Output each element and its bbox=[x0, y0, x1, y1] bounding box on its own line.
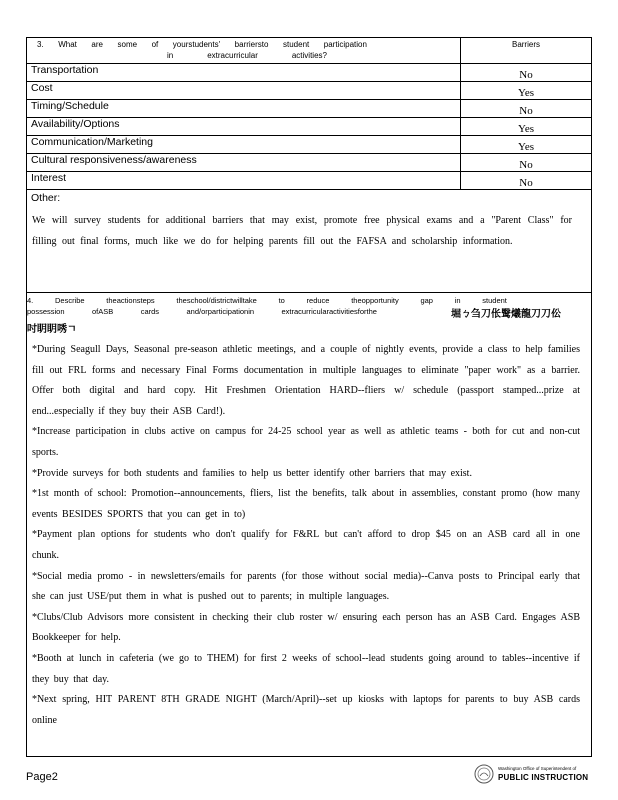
barrier-value: No bbox=[519, 159, 533, 171]
barrier-value: No bbox=[519, 69, 533, 81]
answer-paragraph: *Payment plan options for students who don't qualify for F&RL but can't afford to drop $45 on an ASB card all in one chunk. bbox=[32, 529, 580, 561]
other-text: We will survey students for additional barriers that may exist, promote free physical exams and a "Parent Class" for filling out final forms, much like we do for helping parents fill out the FAFSA and scholarship information. bbox=[32, 215, 572, 247]
question-4-line-2 bbox=[27, 307, 377, 316]
page-number: Page2 bbox=[26, 771, 58, 783]
barrier-label: Cost bbox=[27, 82, 461, 99]
barrier-label: Availability/Options bbox=[27, 118, 461, 135]
barrier-label: Transportation bbox=[27, 64, 461, 81]
barrier-label: Communication/Marketing bbox=[27, 136, 461, 153]
prompt-word: of bbox=[151, 40, 159, 49]
prompt-word: in bbox=[454, 296, 461, 305]
prompt-word: and/orparticipationin bbox=[186, 307, 255, 316]
org-name: PUBLIC INSTRUCTION bbox=[498, 773, 589, 782]
prompt-word: are bbox=[91, 40, 103, 49]
prompt-word: yourstudents' bbox=[172, 40, 221, 49]
answer-paragraph: *Social media promo - in newsletters/emails for parents (for those without social media)--Canva posts to Principal early that she can just USE/put them in what is pushed out to parents; in multiple languages. bbox=[32, 570, 580, 603]
question-4-garbled-text-2: 吋眀眀唀ㄱ bbox=[27, 324, 77, 335]
prompt-word: theactionsteps bbox=[106, 296, 155, 305]
barrier-value: No bbox=[519, 177, 533, 189]
prompt-word: some bbox=[117, 40, 138, 49]
prompt-word: extracurricularactivitiesforthe bbox=[281, 307, 377, 316]
prompt-word: barriersto bbox=[234, 40, 269, 49]
answer-paragraph: *Increase participation in clubs active on campus for 24-25 school year as well as athletic teams - both for cut and non-cut sports. bbox=[32, 426, 580, 458]
prompt-word: activities? bbox=[291, 51, 327, 60]
question-4-line-1 bbox=[27, 296, 507, 305]
prompt-word: cards bbox=[140, 307, 160, 316]
answer-paragraph: *Next spring, HIT PARENT 8TH GRADE NIGHT (March/April)--set up kiosks with laptops for parents to buy ASB cards online bbox=[32, 694, 580, 726]
prompt-word: possession bbox=[27, 307, 65, 316]
answer-paragraph: *Provide surveys for both students and families to help us better identify other barriers that may exist. bbox=[32, 467, 472, 479]
barrier-value: Yes bbox=[517, 141, 534, 153]
answer-paragraph: *Clubs/Club Advisors more consistent in checking their club roster w/ ensuring each person has an ASB Card. Engages ASB Bookkeeper for help. bbox=[32, 611, 580, 644]
org-line: Washington Office of Superintendent of bbox=[498, 766, 577, 771]
barrier-row bbox=[27, 100, 591, 118]
barriers-table bbox=[26, 37, 592, 293]
barrier-label: Interest bbox=[27, 172, 461, 189]
other-barriers-section bbox=[27, 190, 591, 292]
barrier-value: Yes bbox=[517, 87, 534, 99]
barrier-row bbox=[27, 136, 591, 154]
prompt-word: extracurricular bbox=[207, 51, 258, 60]
prompt-word: Describe bbox=[54, 296, 85, 305]
prompt-word: 3. bbox=[37, 40, 44, 49]
barrier-label: Timing/Schedule bbox=[27, 100, 461, 117]
question-4-answer bbox=[32, 340, 580, 731]
barrier-row bbox=[27, 64, 591, 82]
ospi-logo bbox=[474, 763, 594, 787]
prompt-word: ofASB bbox=[91, 307, 114, 316]
prompt-word: theschool/districtwilltake bbox=[176, 296, 257, 305]
question-3-prompt bbox=[27, 38, 461, 63]
barrier-row bbox=[27, 154, 591, 172]
prompt-word: reduce bbox=[306, 296, 330, 305]
question-3-line-2 bbox=[167, 51, 327, 60]
question-4-prompt bbox=[27, 296, 591, 335]
barrier-row bbox=[27, 118, 591, 136]
barrier-label: Cultural responsiveness/awareness bbox=[27, 154, 461, 171]
prompt-word: gap bbox=[420, 296, 433, 305]
barriers-column-header: Barriers bbox=[511, 40, 540, 49]
barrier-row bbox=[27, 172, 591, 190]
question-4-section bbox=[26, 293, 592, 757]
prompt-word: 4. bbox=[27, 296, 34, 305]
barrier-value: No bbox=[519, 105, 533, 117]
answer-paragraph: *Booth at lunch in cafeteria (we go to THEM) for first 2 weeks of school--lead students going around to tables--incentive if they buy that day. bbox=[32, 652, 580, 685]
prompt-word: to bbox=[278, 296, 285, 305]
question-4-garbled-text: 堀ㄅ刍刀伥鹥爔龍刀刀伀 bbox=[451, 309, 561, 320]
prompt-word: student bbox=[482, 296, 507, 305]
barrier-row bbox=[27, 82, 591, 100]
question-3-line-1 bbox=[37, 40, 367, 49]
ospi-seal-icon bbox=[474, 764, 494, 784]
other-label: Other: bbox=[31, 192, 61, 204]
prompt-word: theopportunity bbox=[351, 296, 399, 305]
answer-paragraph: *1st month of school: Promotion--announcements, fliers, list the benefits, talk about in assemblies, constant promo (how many events BESIDES SPORTS that you can get in to) bbox=[32, 488, 580, 520]
prompt-word: in bbox=[167, 51, 174, 60]
answer-paragraph: *During Seagull Days, Seasonal pre-season athletic meetings, and a couple of nightly events, provide a class to help families fill out FRL forms and necessary Final Forms documentation in multiple languages to eliminate "paper work" as a barrier. Offer both digital and hard copy. Hit Freshmen Orientation HARD--fliers w/ schedule (passport stamped...prize at end...especially if they buy their ASB Card!). bbox=[32, 344, 580, 417]
prompt-word: What bbox=[58, 40, 77, 49]
prompt-word: participation bbox=[323, 40, 367, 49]
prompt-word: student bbox=[283, 40, 310, 49]
table-header bbox=[27, 38, 591, 64]
barrier-value: Yes bbox=[517, 123, 534, 135]
